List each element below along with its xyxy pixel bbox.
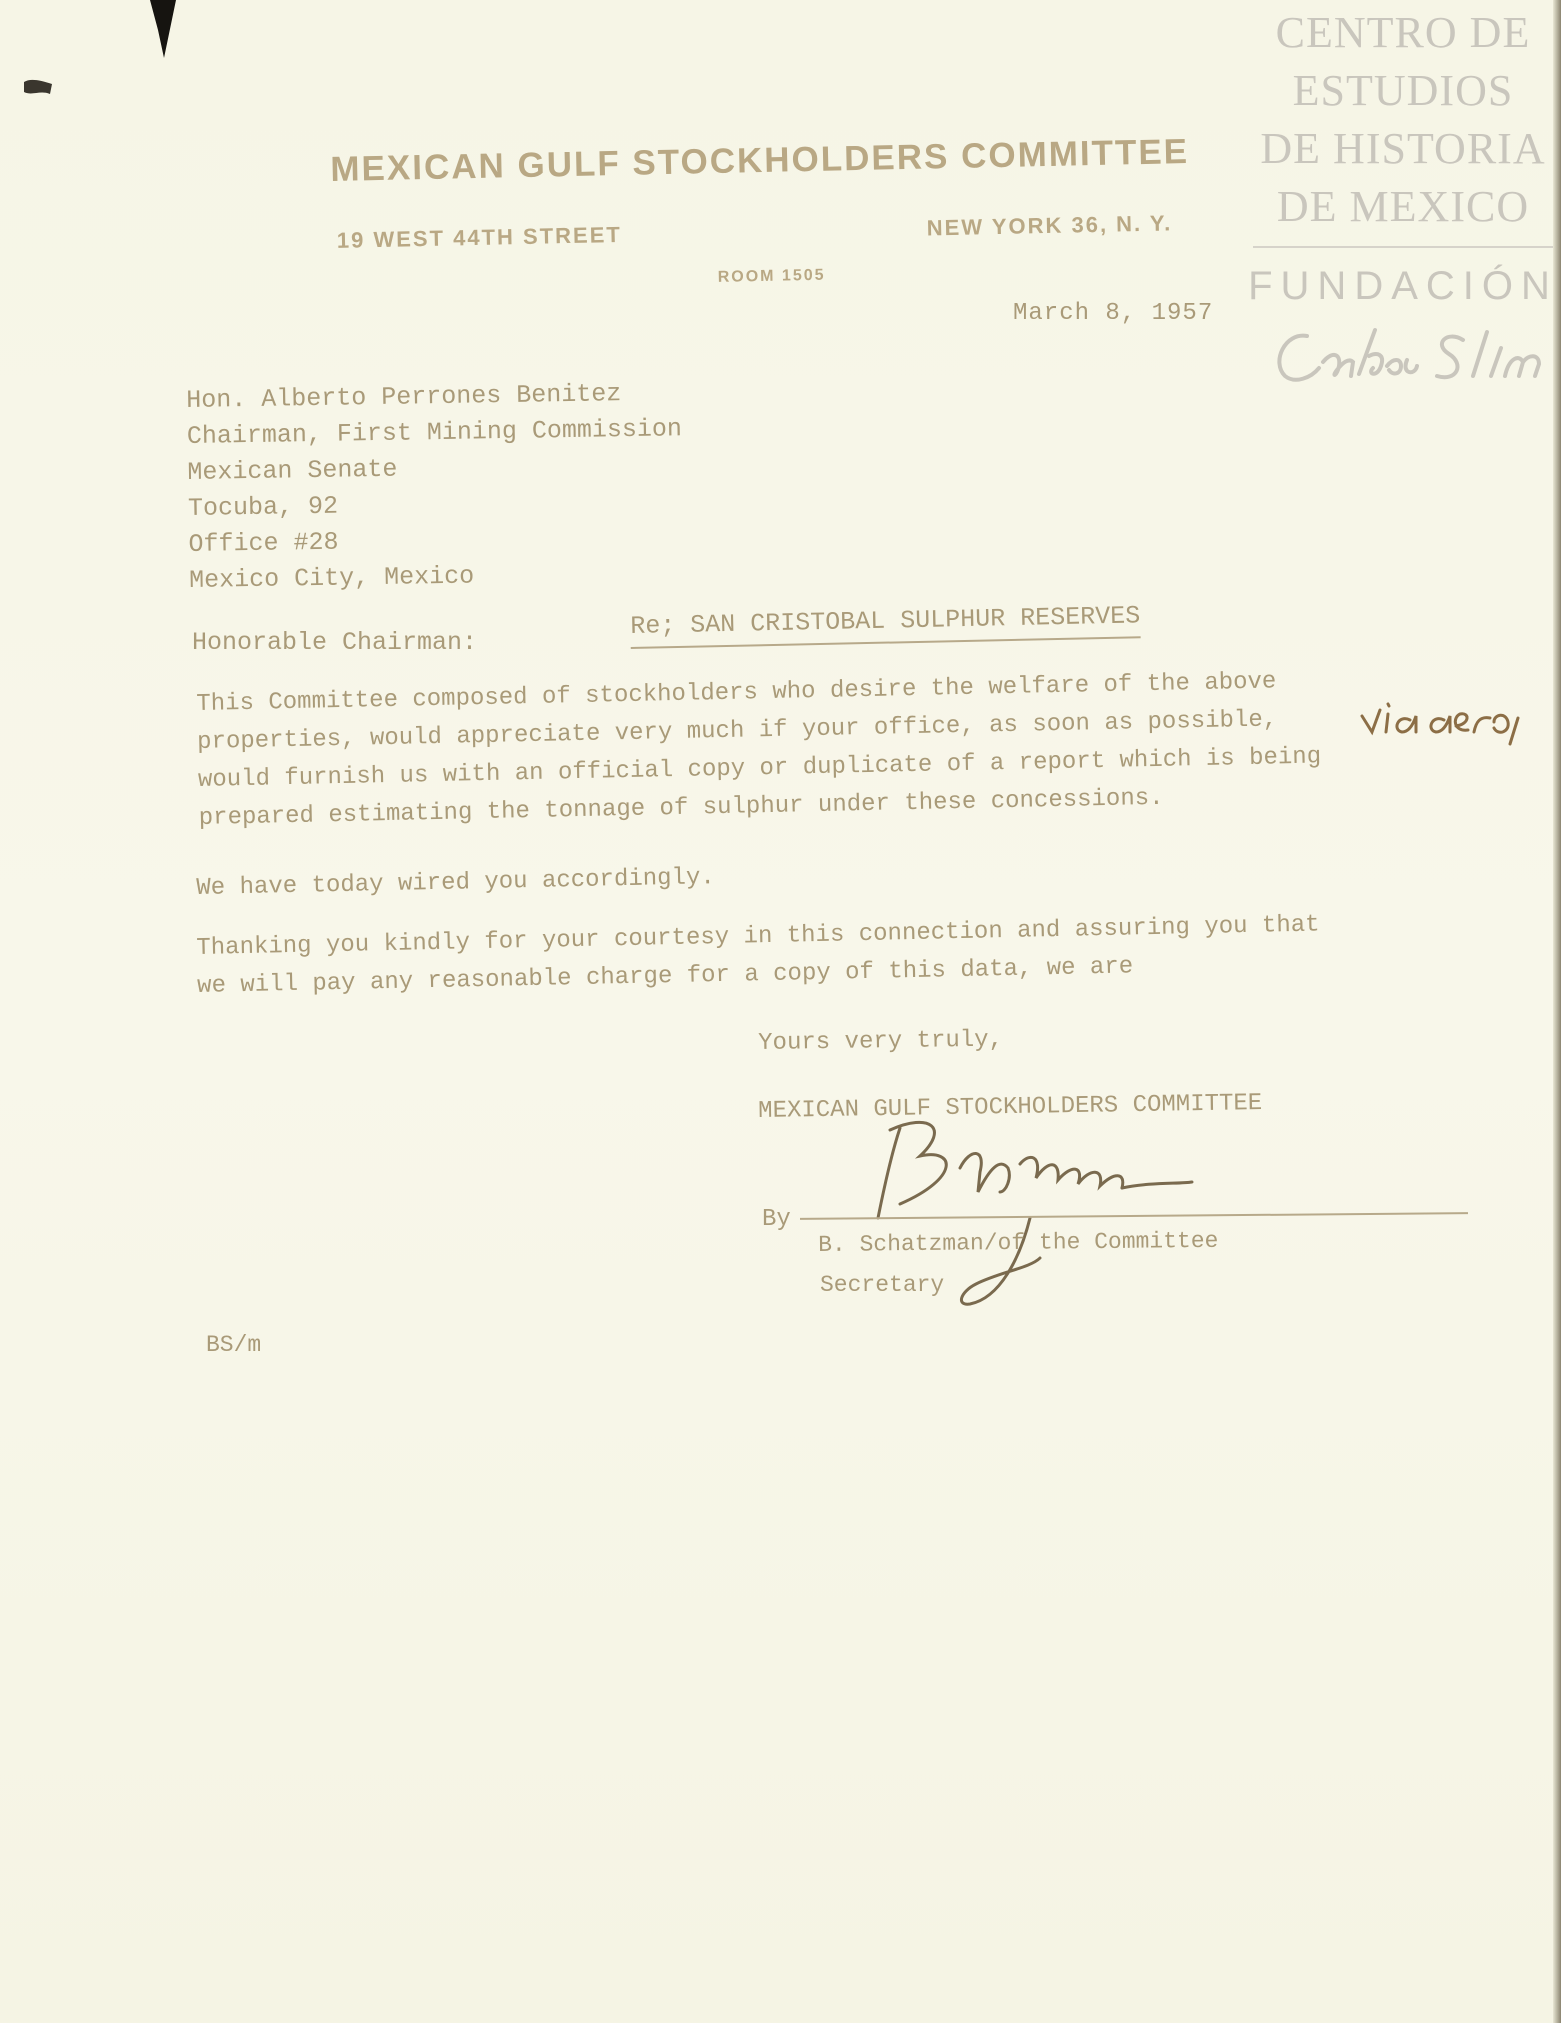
signer-title: Secretary (820, 1272, 945, 1298)
subject-line: Re; SAN CRISTOBAL SULPHUR RESERVES (630, 601, 1141, 649)
paragraph-wired: We have today wired you accordingly. (196, 864, 716, 902)
watermark-divider (1253, 246, 1553, 248)
typist-initials: BS/m (206, 1332, 262, 1358)
watermark-line: ESTUDIOS (1292, 66, 1514, 115)
recipient-line: Tocuba, 92 (187, 491, 339, 523)
paper-tear-mark (148, 0, 178, 60)
letterhead-city: NEW YORK 36, N. Y. (926, 210, 1173, 241)
recipient-line: Mexican Senate (187, 454, 398, 487)
watermark-line: DE MEXICO (1276, 182, 1530, 231)
letter-date: March 8, 1957 (1013, 300, 1214, 327)
recipient-line: Hon. Alberto Perrones Benitez (186, 379, 622, 415)
letterhead (330, 131, 1231, 286)
handwritten-insert (1358, 692, 1534, 748)
recipient-address (186, 375, 684, 599)
paragraph-line: we will pay any reasonable charge for a copy of this data, we are (196, 953, 1134, 1000)
salutation: Honorable Chairman: (192, 628, 478, 657)
ink-smudge (22, 78, 54, 96)
by-label: By (762, 1206, 791, 1233)
watermark-line: CENTRO DE (1275, 8, 1531, 57)
paragraph-request (196, 660, 1449, 838)
paragraph-line: would furnish us with an official copy or duplicate of a report which is being (197, 743, 1322, 794)
watermark-fundacion: FUNDACIÓN (1248, 264, 1558, 308)
letterhead-street: 19 WEST 44TH STREET (336, 221, 623, 253)
closing: Yours very truly, (758, 1026, 1004, 1057)
paragraph-line: This Committee composed of stockholders who desire the welfare of the above (196, 668, 1277, 718)
watermark-line: DE HISTORIA (1260, 124, 1546, 173)
letterhead-organization: MEXICAN GULF STOCKHOLDERS COMMITTEE (330, 132, 1190, 189)
watermark-signature-logo (1267, 322, 1557, 392)
recipient-line: Chairman, First Mining Commission (186, 414, 683, 451)
paragraph-line: Thanking you kindly for your courtesy in this connection and assuring you that (196, 911, 1320, 962)
paragraph-line: prepared estimating the tonnage of sulphur under these concessions. (198, 784, 1164, 832)
letterhead-room: ROOM 1505 (717, 266, 826, 286)
signature-organization: MEXICAN GULF STOCKHOLDERS COMMITTEE (758, 1090, 1263, 1125)
paragraph-thanks (196, 904, 1447, 1006)
paragraph-line: properties, would appreciate very much if your office, as soon as possible, (196, 706, 1278, 756)
signer-name: B. Schatzman/of the Committee (818, 1227, 1219, 1258)
archive-watermark (1245, 0, 1561, 397)
recipient-line: Office #28 (188, 527, 339, 559)
recipient-line: Mexico City, Mexico (188, 561, 475, 595)
